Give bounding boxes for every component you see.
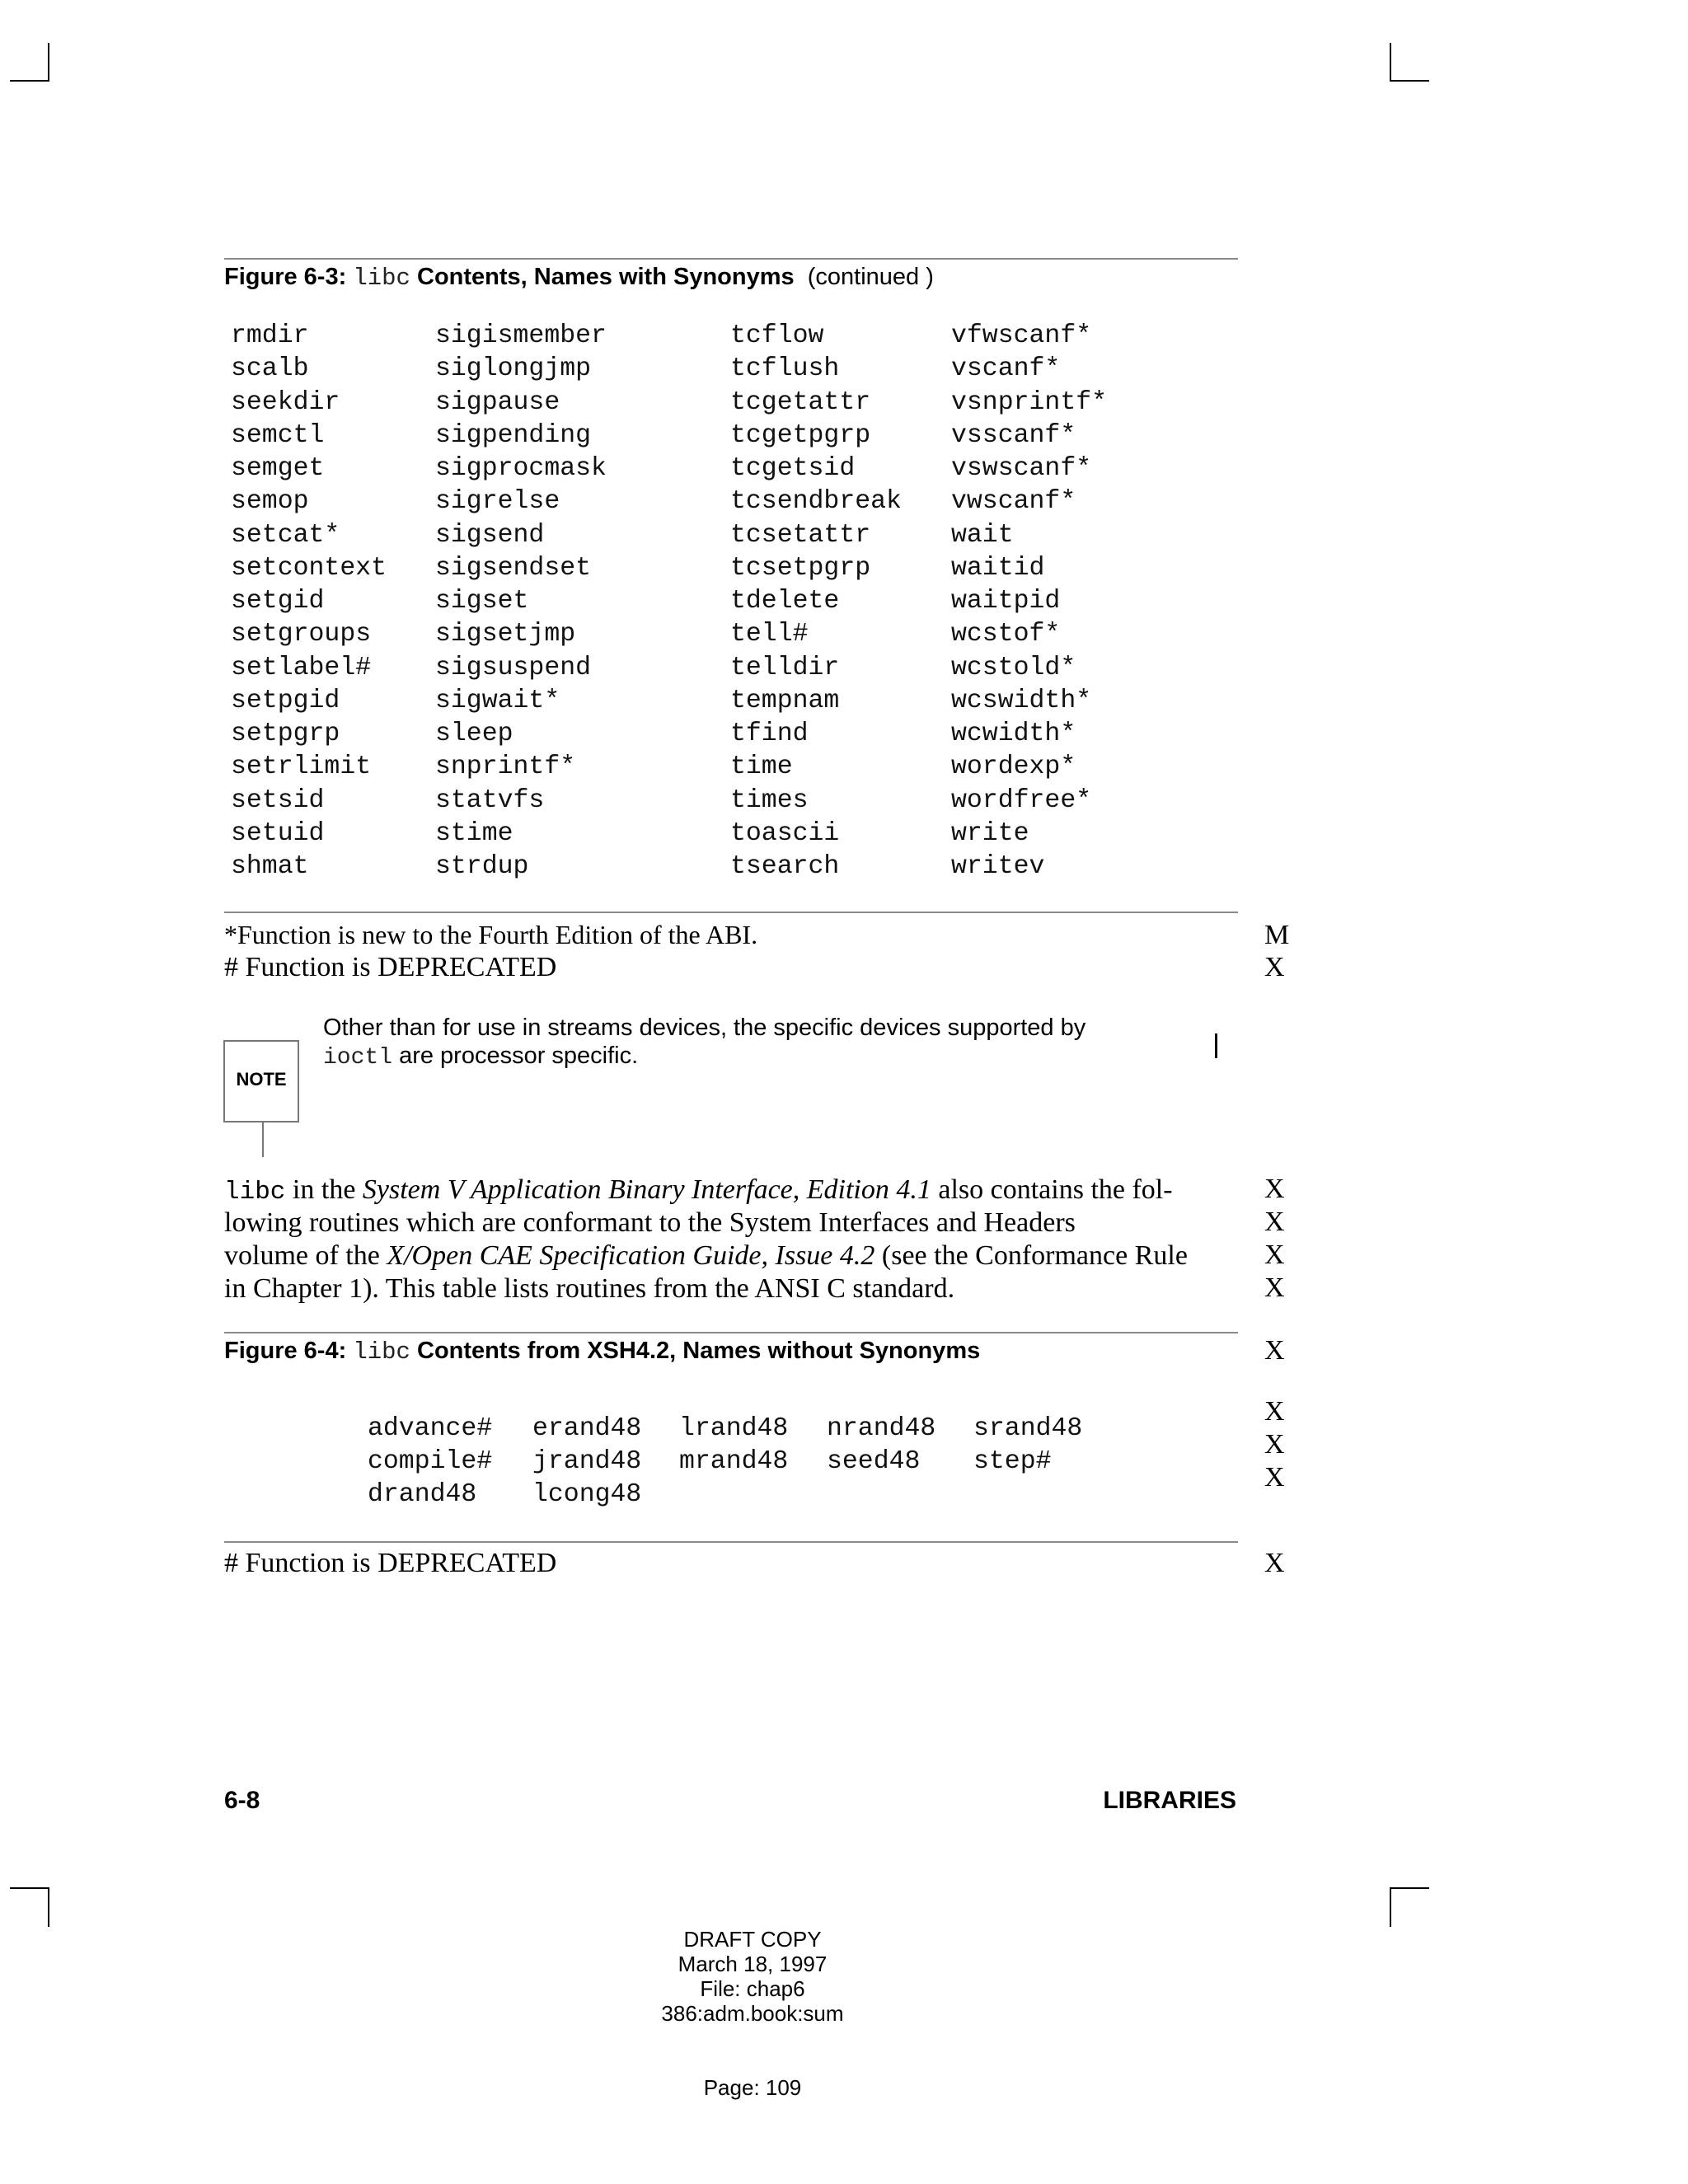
function-name: nrand48 [827,1414,936,1443]
function-name: vfwscanf* [951,321,1092,350]
function-name: semget [231,454,325,483]
function-name: tempnam [730,686,840,715]
fig4-column-4 [827,1413,935,1479]
function-name: setpgid [231,686,340,715]
function-name: times [730,785,809,815]
function-name: sigset [435,587,529,616]
function-name: setgid [231,587,325,616]
figure-6-4-bottom-rule [224,1541,1238,1543]
function-name: snprintf* [435,752,576,782]
figure-6-4-label: Figure 6-4: [224,1338,347,1364]
margin-mark-x: X [1264,1174,1285,1204]
function-name: sigrelse [435,487,560,517]
draft-date: March 18, 1997 [678,1952,828,1976]
crop-mark-bottom-left-h [10,1887,49,1889]
margin-mark-x: X [1264,1335,1285,1366]
function-name: writev [951,852,1045,881]
function-name: seekdir [231,387,340,417]
function-name: wcstold* [951,653,1076,682]
function-column-1 [231,320,387,883]
function-name: toascii [730,818,840,848]
function-name: statvfs [435,785,545,815]
function-name: semctl [231,420,325,450]
function-name: setgroups [231,620,372,649]
function-name: vwscanf* [951,487,1076,517]
note-text-line-1: Other than for use in streams devices, the specific devices supported by [323,1015,1086,1041]
function-name: compile# [368,1447,493,1476]
function-name: wait [951,520,1014,550]
function-name: erand48 [532,1414,642,1443]
function-name: wordfree* [951,785,1092,815]
function-name: setrlimit [231,752,372,782]
function-name: rmdir [231,321,309,350]
function-name: stime [435,818,513,848]
function-name: sleep [435,719,513,748]
function-name: wordexp* [951,752,1076,782]
function-name: scalb [231,354,309,384]
crop-mark-top-right-v [1390,43,1391,81]
margin-mark-x: X [1264,1272,1285,1303]
footnote-new-function: *Function is new to the Fourth Edition of the ABI. [224,920,758,949]
function-name: vsscanf* [951,420,1076,450]
margin-mark-x: X [1264,1240,1285,1270]
function-name: shmat [231,852,309,881]
figure-6-4-lib: libc [353,1338,410,1366]
function-name: tcgetsid [730,454,856,483]
note-label: NOTE [236,1069,287,1090]
margin-mark-x: X [1264,1396,1285,1427]
function-name: sigismember [435,321,607,350]
function-name: vswscanf* [951,454,1092,483]
footnote-deprecated-2: # Function is DEPRECATED [224,1548,557,1578]
function-name: sigsuspend [435,653,592,682]
note-ioctl-code: ioctl [323,1045,393,1071]
paragraph-line-1 [224,1174,1173,1209]
function-name: srand48 [973,1414,1083,1443]
section-name: LIBRARIES [1103,1787,1236,1814]
draft-file: File: chap6 [700,1976,805,2001]
margin-mark-x: X [1264,952,1285,982]
function-name: wcstof* [951,620,1061,649]
paragraph-abi-title: System V Application Binary Interface, Edition 4.1 [362,1174,931,1205]
paragraph-libc-code: libc [224,1178,286,1207]
draft-book: 386:adm.book:sum [661,2001,844,2026]
fig4-column-2 [532,1413,641,1511]
function-name: step# [973,1447,1052,1476]
function-name: telldir [730,653,840,682]
function-name: sigsendset [435,553,592,583]
function-name: lcong48 [532,1480,642,1509]
crop-mark-top-left-v [48,43,49,81]
margin-mark-x: X [1264,1429,1285,1460]
figure-6-3-heading: Contents, Names with Synonyms [417,264,795,290]
figure-6-3-bottom-rule [224,912,1238,913]
function-name: setuid [231,818,325,848]
function-name: sigsetjmp [435,620,576,649]
function-name: vscanf* [951,354,1061,384]
function-name: sigpending [435,420,592,450]
function-name: tdelete [730,587,840,616]
function-column-2 [435,320,607,883]
function-name: sigwait* [435,686,560,715]
function-name: drand48 [368,1480,477,1509]
function-name: tsearch [730,852,840,881]
figure-6-4-heading: Contents from XSH4.2, Names without Synonyms [417,1338,981,1364]
crop-mark-bottom-left-v [48,1887,49,1927]
function-name: strdup [435,852,529,881]
function-name: sigsend [435,520,545,550]
crop-mark-top-left-h [10,80,49,82]
fig4-column-3 [679,1413,788,1479]
function-name: tfind [730,719,809,748]
function-name: lrand48 [679,1414,789,1443]
draft-copy-label: DRAFT COPY [683,1927,822,1952]
fig4-column-5 [973,1413,1082,1479]
paragraph-text: also contains the fol- [931,1174,1173,1205]
function-name: setcat* [231,520,340,550]
function-name: waitpid [951,587,1061,616]
function-column-4 [951,320,1107,883]
function-name: mrand48 [679,1447,789,1476]
function-name: tcsetpgrp [730,553,871,583]
function-name: tcsetattr [730,520,871,550]
function-name: jrand48 [532,1447,642,1476]
figure-6-3-lib: libc [353,265,410,292]
function-column-3 [730,320,902,883]
crop-mark-bottom-right-h [1390,1887,1429,1889]
crop-mark-bottom-right-v [1390,1887,1391,1927]
function-name: waitid [951,553,1045,583]
function-name: tcsendbreak [730,487,902,517]
change-bar [1215,1033,1217,1058]
crop-mark-top-right-h [1390,80,1429,82]
margin-mark-x: X [1264,1462,1285,1493]
figure-6-3-continued: (continued ) [807,264,934,290]
function-name: vsnprintf* [951,387,1108,417]
function-name: tcflow [730,321,824,350]
function-name: setlabel# [231,653,372,682]
function-name: wcswidth* [951,686,1092,715]
figure-6-3-top-rule [224,258,1238,260]
draft-page-number: Page: 109 [703,2075,802,2100]
function-name: tell# [730,620,809,649]
margin-mark-m: M [1264,920,1290,950]
paragraph-line-3 [224,1240,1188,1272]
function-name: write [951,818,1029,848]
function-name: sigprocmask [435,454,607,483]
function-name: setpgrp [231,719,340,748]
figure-6-3-label: Figure 6-3: [224,264,347,290]
paragraph-text: in the [285,1174,363,1205]
footnote-deprecated: # Function is DEPRECATED [224,952,557,982]
paragraph-text: (see the Conformance Rule [874,1240,1188,1271]
paragraph-line-4: in Chapter 1). This table lists routines from the ANSI C standard. [224,1273,955,1304]
function-name: advance# [368,1414,493,1443]
function-name: setsid [231,785,325,815]
function-name: time [730,752,793,782]
margin-mark-x: X [1264,1207,1285,1237]
function-name: setcontext [231,553,387,583]
paragraph-line-2: lowing routines which are conformant to the System Interfaces and Headers [224,1207,1076,1238]
function-name: sigpause [435,387,560,417]
margin-mark-x: X [1264,1548,1285,1578]
function-name: wcwidth* [951,719,1076,748]
function-name: seed48 [827,1447,921,1476]
function-name: siglongjmp [435,354,592,384]
paragraph-text: volume of the [224,1240,387,1271]
figure-6-3-title [224,264,934,292]
function-name: tcgetattr [730,387,871,417]
paragraph-xopen-title: X/Open CAE Specification Guide, Issue 4.2 [387,1240,875,1271]
note-box-tail [262,1122,264,1157]
note-text-rest: are processor specific. [392,1043,639,1069]
figure-6-4-title [224,1338,980,1366]
function-name: tcgetpgrp [730,420,871,450]
fig4-column-1 [368,1413,492,1511]
page-reference: 6-8 [224,1787,260,1814]
note-text-line-2 [323,1042,638,1072]
figure-6-4-top-rule [224,1332,1238,1333]
function-name: semop [231,487,309,517]
function-name: tcflush [730,354,840,384]
